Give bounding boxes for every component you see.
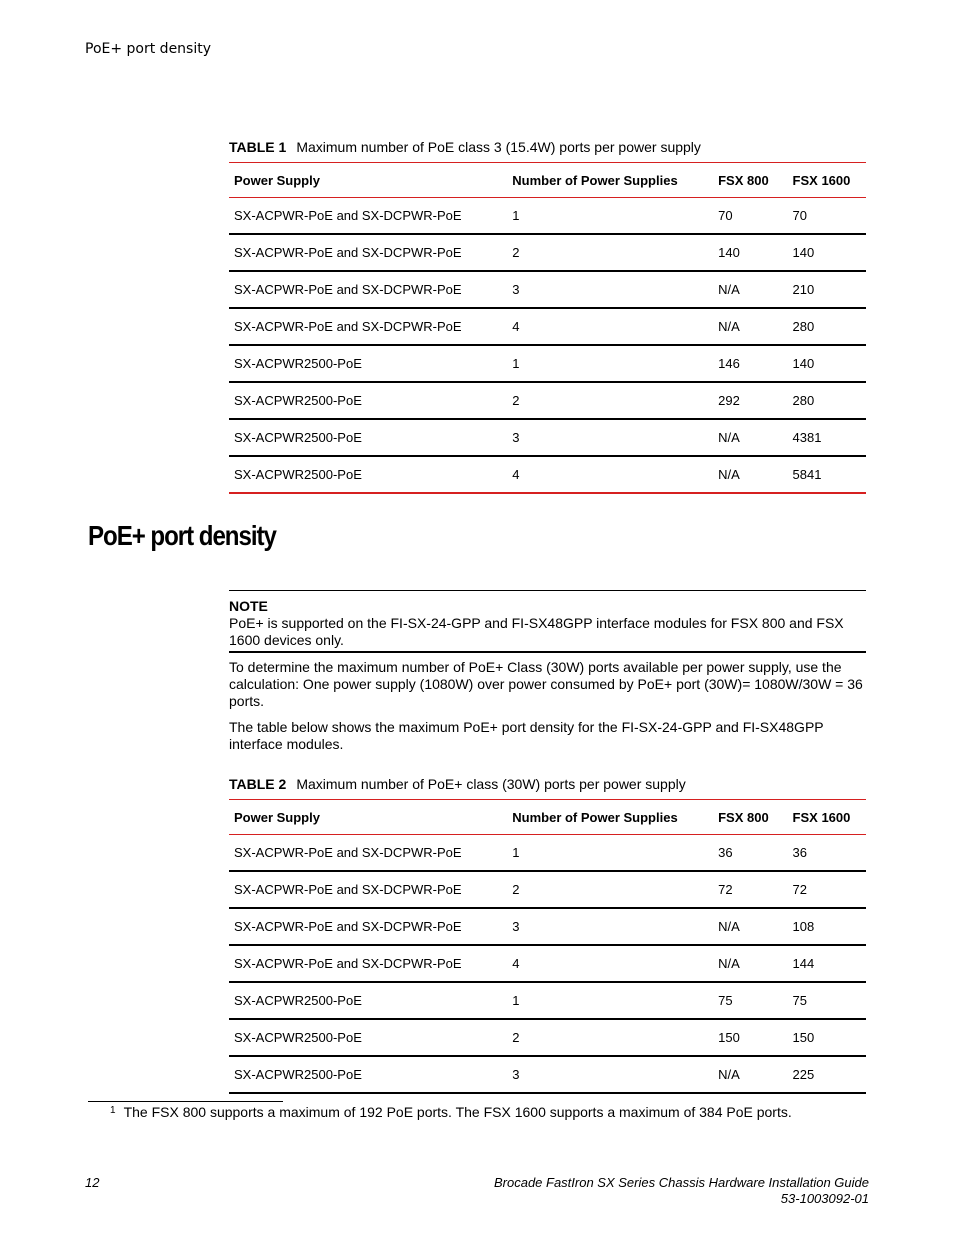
table-row xyxy=(229,382,866,419)
cell-fsx800: 146 xyxy=(718,356,740,371)
cell-fsx1600: 5841 xyxy=(792,467,822,482)
cell-fsx800: N/A xyxy=(718,430,740,445)
running-header: PoE+ port density xyxy=(85,41,212,57)
cell-power-supply: SX-ACPWR-PoE and SX-DCPWR-PoE xyxy=(234,919,462,934)
cell-number: 4 xyxy=(512,467,520,482)
table-row xyxy=(229,908,866,945)
cell-fsx1600: 108 xyxy=(792,919,815,934)
cell-fsx800: 140 xyxy=(718,245,740,260)
cell-number: 2 xyxy=(512,1030,520,1045)
cell-fsx1600: 144 xyxy=(792,956,815,971)
table-row xyxy=(229,982,866,1019)
note-box xyxy=(229,590,866,653)
table1-col-fsx800: FSX 800 xyxy=(718,172,769,188)
cell-fsx1600: 150 xyxy=(792,1030,815,1045)
cell-fsx800: 150 xyxy=(718,1030,740,1045)
paragraph-table-intro: The table below shows the maximum PoE+ port density for the FI-SX-24-GPP and FI-SX48GPP interface modules. xyxy=(229,719,824,752)
cell-fsx1600: 140 xyxy=(792,245,815,260)
table-row xyxy=(229,945,866,982)
section-title: PoE+ port density xyxy=(88,520,276,551)
cell-fsx1600: 4381 xyxy=(792,430,822,445)
cell-number: 1 xyxy=(512,845,520,860)
cell-fsx1600: 75 xyxy=(792,993,808,1008)
footer-doc-number: 53-1003092-01 xyxy=(780,1191,869,1206)
footnote-text: The FSX 800 supports a maximum of 192 PoE ports. The FSX 1600 supports a maximum of 384 PoE ports. xyxy=(123,1104,792,1120)
cell-fsx800: N/A xyxy=(718,282,740,297)
cell-number: 2 xyxy=(512,393,520,408)
table1-header-row xyxy=(229,163,866,198)
footnote-marker: 1 xyxy=(110,1105,116,1116)
footnote-rule xyxy=(88,1101,283,1102)
cell-fsx1600: 72 xyxy=(792,882,808,897)
cell-power-supply: SX-ACPWR-PoE and SX-DCPWR-PoE xyxy=(234,845,462,860)
table1 xyxy=(229,162,866,494)
cell-number: 1 xyxy=(512,993,520,1008)
page-number: 12 xyxy=(85,1175,100,1190)
table-row xyxy=(229,1019,866,1056)
cell-fsx800: 72 xyxy=(718,882,733,897)
cell-power-supply: SX-ACPWR2500-PoE xyxy=(234,356,362,371)
cell-fsx800: N/A xyxy=(718,956,740,971)
cell-number: 4 xyxy=(512,319,520,334)
cell-power-supply: SX-ACPWR2500-PoE xyxy=(234,467,362,482)
table2-caption-text: Maximum number of PoE+ class (30W) ports per power supply xyxy=(296,776,686,792)
table1-caption-text: Maximum number of PoE class 3 (15.4W) ports per power supply xyxy=(296,139,701,155)
cell-power-supply: SX-ACPWR2500-PoE xyxy=(234,393,362,408)
cell-power-supply: SX-ACPWR-PoE and SX-DCPWR-PoE xyxy=(234,208,462,223)
table1-col-power-supply: Power Supply xyxy=(234,172,320,188)
cell-power-supply: SX-ACPWR2500-PoE xyxy=(234,993,362,1008)
note-text: PoE+ is supported on the FI-SX-24-GPP and FI-SX48GPP interface modules for FSX 800 and FSX 1600 devices only. xyxy=(229,615,844,648)
cell-power-supply: SX-ACPWR-PoE and SX-DCPWR-PoE xyxy=(234,956,462,971)
table-row xyxy=(229,1056,866,1093)
table-row xyxy=(229,456,866,493)
cell-number: 4 xyxy=(512,956,520,971)
table-row xyxy=(229,419,866,456)
cell-power-supply: SX-ACPWR-PoE and SX-DCPWR-PoE xyxy=(234,282,462,297)
cell-power-supply: SX-ACPWR2500-PoE xyxy=(234,1030,362,1045)
cell-power-supply: SX-ACPWR-PoE and SX-DCPWR-PoE xyxy=(234,882,462,897)
cell-fsx1600: 210 xyxy=(792,282,815,297)
cell-fsx1600: 225 xyxy=(792,1067,815,1082)
table-row xyxy=(229,234,866,271)
cell-power-supply: SX-ACPWR-PoE and SX-DCPWR-PoE xyxy=(234,319,462,334)
footnote xyxy=(110,1104,792,1120)
table-row xyxy=(229,345,866,382)
cell-fsx800: N/A xyxy=(718,467,740,482)
cell-number: 2 xyxy=(512,245,520,260)
footer-doc-info xyxy=(494,1175,869,1207)
table-row xyxy=(229,835,866,872)
table2-caption xyxy=(229,776,686,792)
cell-power-supply: SX-ACPWR2500-PoE xyxy=(234,430,362,445)
cell-number: 3 xyxy=(512,430,520,445)
cell-fsx800: N/A xyxy=(718,1067,740,1082)
cell-number: 1 xyxy=(512,208,520,223)
table2-header-row xyxy=(229,800,866,835)
cell-fsx1600: 70 xyxy=(792,208,808,223)
cell-power-supply: SX-ACPWR2500-PoE xyxy=(234,1067,362,1082)
table1-label: TABLE 1 xyxy=(229,139,287,155)
cell-fsx800: 70 xyxy=(718,208,733,223)
cell-number: 3 xyxy=(512,1067,520,1082)
cell-number: 2 xyxy=(512,882,520,897)
cell-fsx800: 36 xyxy=(718,845,733,860)
cell-fsx800: N/A xyxy=(718,919,740,934)
cell-fsx1600: 280 xyxy=(792,319,815,334)
table2 xyxy=(229,799,866,1094)
cell-number: 3 xyxy=(512,919,520,934)
cell-fsx1600: 280 xyxy=(792,393,815,408)
table2-col-fsx800: FSX 800 xyxy=(718,809,769,825)
table2-col-fsx1600: FSX 1600 xyxy=(792,809,851,825)
cell-power-supply: SX-ACPWR-PoE and SX-DCPWR-PoE xyxy=(234,245,462,260)
table-row xyxy=(229,871,866,908)
cell-fsx800: N/A xyxy=(718,319,740,334)
table1-caption xyxy=(229,139,701,155)
table-row xyxy=(229,198,866,235)
table-row xyxy=(229,308,866,345)
table2-col-power-supply: Power Supply xyxy=(234,809,320,825)
footer-doc-title: Brocade FastIron SX Series Chassis Hardware Installation Guide xyxy=(493,1175,869,1190)
cell-fsx800: 75 xyxy=(718,993,733,1008)
table1-col-number: Number of Power Supplies xyxy=(512,172,678,188)
cell-number: 3 xyxy=(512,282,520,297)
table-row xyxy=(229,271,866,308)
paragraph-calculation: To determine the maximum number of PoE+ Class (30W) ports available per power supply, use the calculation: One power supply (1080W) over power consumed by PoE+ port (30W)= 1080W/30W = 36 ports. xyxy=(229,659,863,709)
table2-label: TABLE 2 xyxy=(229,776,287,792)
cell-fsx1600: 140 xyxy=(792,356,815,371)
table1-col-fsx1600: FSX 1600 xyxy=(792,172,851,188)
table2-col-number: Number of Power Supplies xyxy=(512,809,678,825)
cell-number: 1 xyxy=(512,356,520,371)
note-heading: NOTE xyxy=(229,598,268,614)
cell-fsx800: 292 xyxy=(718,393,740,408)
cell-fsx1600: 36 xyxy=(792,845,808,860)
